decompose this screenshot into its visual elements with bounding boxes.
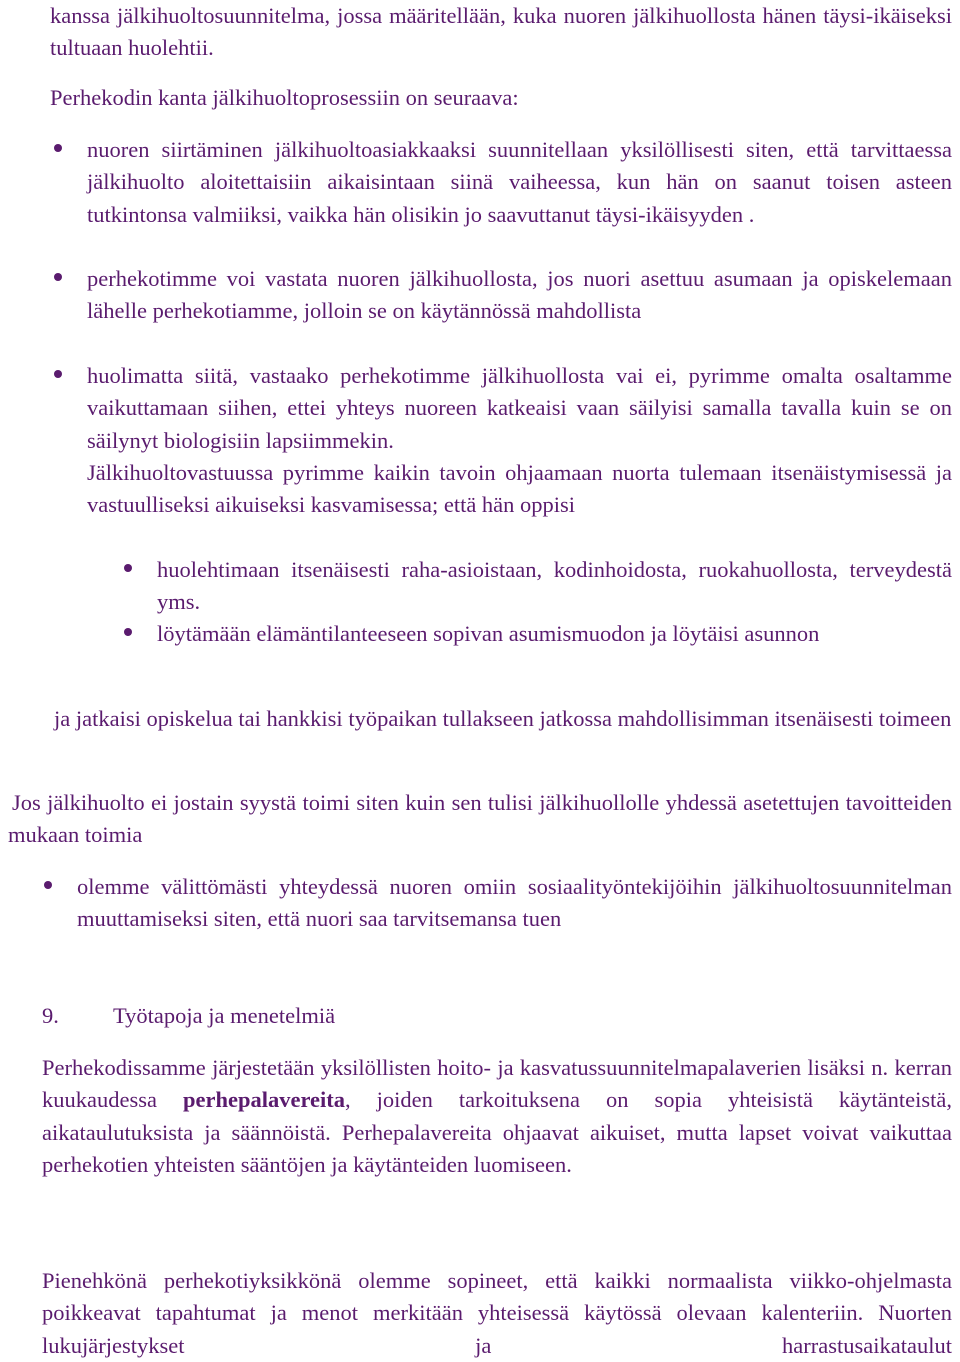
section-number: 9. — [42, 1003, 59, 1028]
process-bullet-1: nuoren siirtäminen jälkihuoltoasiakkaaksi suunnitellaan yksilöllisesti siten, että tarvittaessa jälkihuolto aloitettaisiin aikaisintaan siinä vaiheessa, kun hän on saanut toisen asteen tutkintonsa valmiiksi, vaikka hän olisikin jo saavuttanut täysi-ikäisyyden . — [87, 137, 952, 227]
learn-bullet-2: löytämään elämäntilanteeseen sopivan asumismuodon ja löytäisi asunnon — [157, 621, 820, 646]
bullet-icon — [44, 881, 52, 889]
bullet-icon — [54, 273, 62, 281]
responsibility-paragraph: Jälkihuoltovastuussa pyrimme kaikin tavoin ohjaamaan nuorta tulemaan itsenäistymisessä ja vastuulliseksi aikuiseksi kasvamisessa; että hän oppisi — [87, 460, 952, 518]
failure-bullet-1: olemme välittömästi yhteydessä nuoren omiin sosiaalityöntekijöihin jälkihuoltosuunnitelman muuttamiseksi siten, että nuori saa tarvitsemansa tuen — [77, 874, 952, 932]
bullet-icon — [54, 370, 62, 378]
intro-paragraph: kanssa jälkihuoltosuunnitelma, jossa määritellään, kuka nuoren jälkihuollosta hänen täysi-ikäiseksi tultuaan huolehtii. — [50, 3, 952, 61]
process-bullet-2: perhekotimme voi vastata nuoren jälkihuollosta, jos nuori asettuu asumaan ja opiskelemaan lähelle perhekotiamme, jolloin se on käytännössä mahdollista — [87, 266, 952, 324]
meetings-text-after: , joiden tarkoituksena on sopia yhteisistä käytänteistä, aikataulutuksista ja säännöistä. Perhepalavereita ohjaavat aikuiset, mutta lapset voivat vaikuttaa perhekotien yhteisten sääntöjen ja käytänteiden luomiseen. — [42, 1087, 952, 1178]
bullet-icon — [124, 564, 132, 572]
meetings-paragraph — [42, 1052, 952, 1182]
continuation-paragraph: ja jatkaisi opiskelua tai hankkisi työpaikan tullakseen jatkossa mahdollisimman itsenäisesti toimeen — [54, 706, 952, 731]
meetings-bold-term: perhepalavereita — [182, 1087, 346, 1113]
failure-paragraph: Jos jälkihuolto ei jostain syystä toimi siten kuin sen tulisi jälkihuollolle yhdessä asetettujen tavoitteiden mukaan toimia — [8, 790, 952, 848]
calendar-paragraph: Pienehkönä perhekotiyksikkönä olemme sopineet, että kaikki normaalista viikko-ohjelmasta poikkeavat tapahtumat ja menot merkitään yhteisessä käytössä olevaan kalenteriin. Nuorten lukujärjestykset ja harrastusaikataulut — [42, 1268, 952, 1358]
section-title: Työtapoja ja menetelmiä — [113, 1003, 336, 1028]
process-bullet-3: huolimatta siitä, vastaako perhekotimme jälkihuollosta vai ei, pyrimme omalta osaltamme vaikuttamaan siihen, ettei yhteys nuoreen katkeaisi vaan säilyisi samalla tavalla kuin se on säilynyt biologisiin lapsiimmekin. — [87, 363, 952, 453]
meetings-text-before: Perhekodissamme järjestetään yksilöllisten hoito- ja kasvatussuunnitelmapalaverien lisäksi n. kerran kuukaudessa — [42, 1055, 952, 1113]
bullet-icon — [54, 144, 62, 152]
process-intro: Perhekodin kanta jälkihuoltoprosessiin on seuraava: — [50, 85, 519, 110]
bullet-icon — [124, 628, 132, 636]
learn-bullet-1: huolehtimaan itsenäisesti raha-asioistaan, kodinhoidosta, ruokahuollosta, terveydestä yms. — [157, 557, 952, 615]
